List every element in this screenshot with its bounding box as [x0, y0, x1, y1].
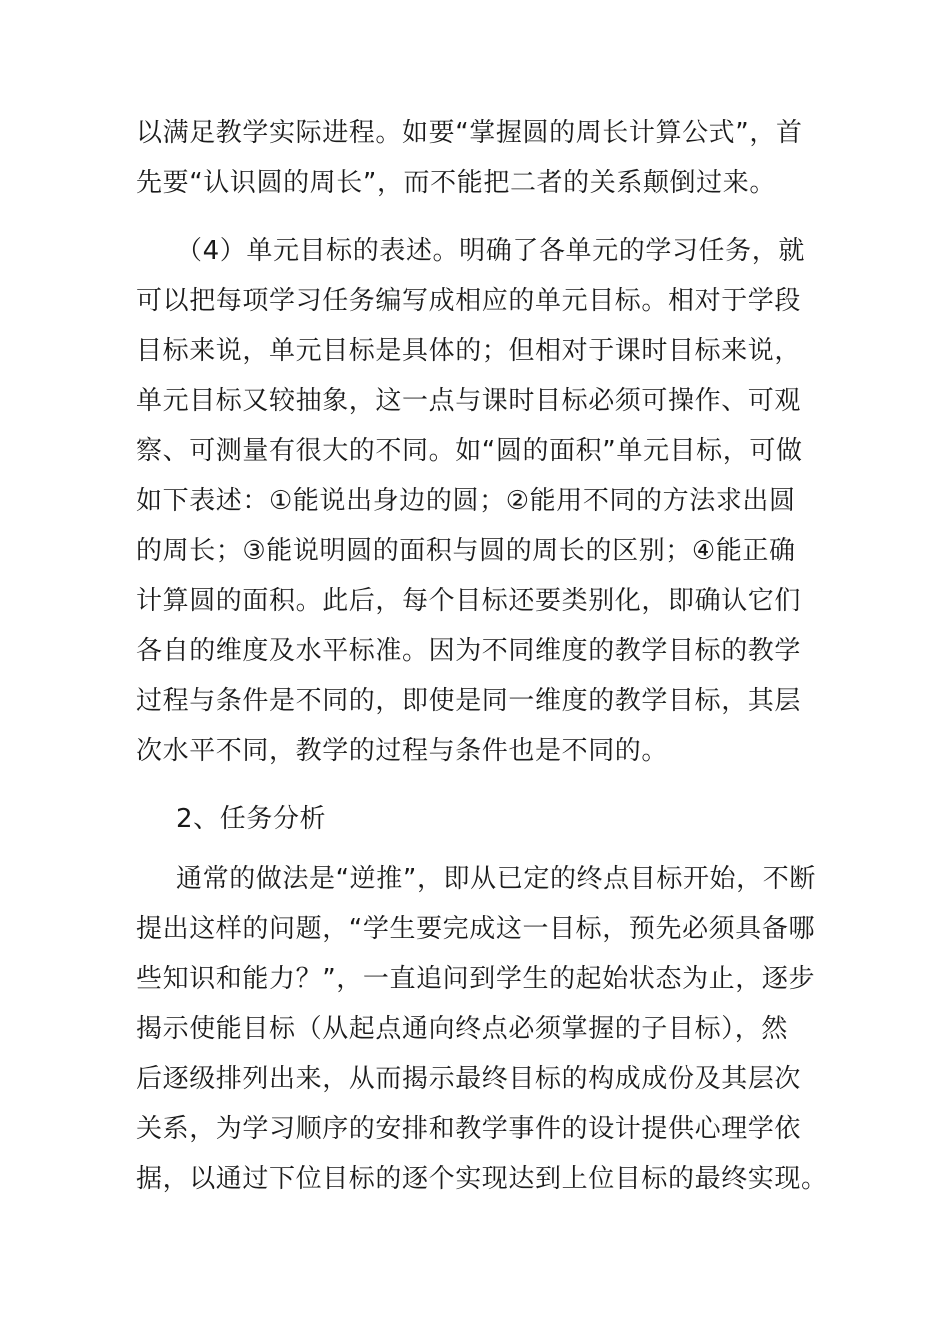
text-line: 提出这样的问题，“学生要完成这一目标，预先必须具备哪	[136, 914, 816, 944]
text-line: 些知识和能力？”，一直追问到学生的起始状态为止，逐步	[136, 964, 816, 994]
text-line: 先要“认识圆的周长”，而不能把二者的关系颠倒过来。	[136, 168, 776, 198]
text-line: 通常的做法是“逆推”，即从已定的终点目标开始，不断	[176, 864, 816, 894]
text-line: 次水平不同，教学的过程与条件也是不同的。	[136, 736, 669, 766]
text-line: 单元目标又较抽象，这一点与课时目标必须可操作、可观	[136, 386, 802, 416]
text-line: 后逐级排列出来，从而揭示最终目标的构成成份及其层次	[136, 1064, 802, 1094]
text-line: 各自的维度及水平标准。因为不同维度的教学目标的教学	[136, 636, 802, 666]
text-line: （4）单元目标的表述。明确了各单元的学习任务，就	[176, 236, 805, 266]
text-line: 的周长；③能说明圆的面积与圆的周长的区别；④能正确	[136, 536, 796, 566]
paragraph-unit-goal-statement	[136, 226, 826, 776]
text-line: 如下表述：①能说出身边的圆；②能用不同的方法求出圆	[136, 486, 796, 516]
text-line: 可以把每项学习任务编写成相应的单元目标。相对于学段	[136, 286, 802, 316]
text-line: 目标来说，单元目标是具体的；但相对于课时目标来说，	[136, 336, 802, 366]
paragraph-task-analysis	[136, 854, 826, 1204]
text-line: 计算圆的面积。此后，每个目标还要类别化，即确认它们	[136, 586, 802, 616]
text-line: 过程与条件是不同的，即使是同一维度的教学目标，其层	[136, 686, 802, 716]
paragraph-continuation	[136, 108, 826, 208]
text-line: 据，以通过下位目标的逐个实现达到上位目标的最终实现。	[136, 1164, 828, 1194]
section-heading	[136, 794, 826, 844]
document-body	[136, 108, 826, 1204]
text-line: 揭示使能目标（从起点通向终点必须掌握的子目标），然	[136, 1014, 789, 1044]
text-line: 以满足教学实际进程。如要“掌握圆的周长计算公式”，首	[136, 118, 803, 148]
text-line: 察、可测量有很大的不同。如“圆的面积”单元目标，可做	[136, 436, 803, 466]
text-line: 关系，为学习顺序的安排和教学事件的设计提供心理学依	[136, 1114, 802, 1144]
heading-task-analysis: 2、任务分析	[176, 804, 327, 834]
